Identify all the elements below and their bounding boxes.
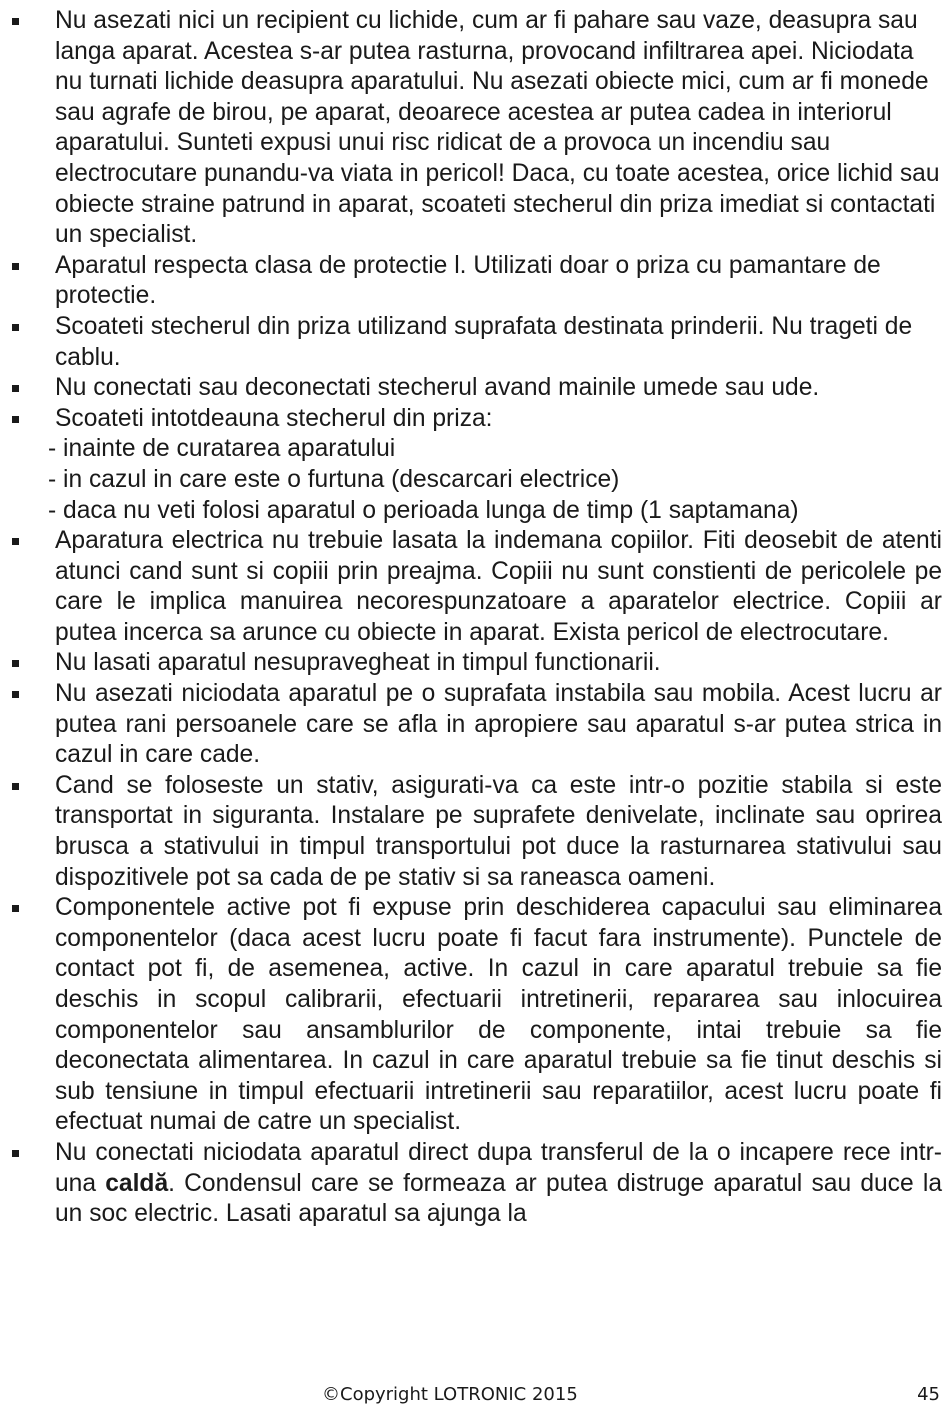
bullet-icon (12, 538, 19, 545)
list-item (0, 526, 950, 648)
page-footer (0, 1384, 950, 1414)
sub-list-item: - inainte de curatarea aparatului (48, 435, 396, 463)
list-item-text: Scoateti intotdeauna stecherul din priza: (55, 404, 493, 432)
list-item (0, 373, 950, 404)
list-item-text: Nu asezati nici un recipient cu lichide, cum ar fi pahare sau vaze, deasupra sau langa aparat. Acestea s-ar putea rasturna, provocand infiltrarea apei. Niciodata nu turnati lichide deasupra aparatului. Nu asezati obiecte mici, cum ar fi monede sau agrafe de birou, pe aparat, deoarece acestea ar putea cadea in interiorul aparatului. Sunteti expusi unui risc ridicat de a provoca un incendiu sau electrocutare punandu-va viata in pericol! Daca, cu toate acestea, orice lichid sau obiecte straine patrund in aparat, scoateti stecherul din priza imediat si contactati un specialist. (55, 7, 940, 249)
bullet-icon (12, 263, 19, 270)
document-body (0, 6, 950, 1230)
bullet-icon (12, 18, 19, 25)
copyright-text: ©Copyright LOTRONIC 2015 (322, 1384, 578, 1405)
list-item (0, 251, 950, 312)
list-item-text: Nu lasati aparatul nesupravegheat in timpul functionarii. (55, 649, 661, 677)
list-item-text: Aparatura electrica nu trebuie lasata la indemana copiilor. Fiti deosebit de atenti atunci cand sunt si copiii prin preajma. Copiii nu sunt constienti de pericolele pe care le implica manuirea necorespunzatoare a aparatelor electrice. Copiii ar putea incerca sa arunce cu obiecte in aparat. Exista pericol de electrocutare. (55, 527, 942, 646)
list-item (0, 771, 950, 893)
page-number: 45 (917, 1384, 940, 1405)
list-item (0, 312, 950, 373)
text-segment: . Condensul care se formeaza ar putea distruge aparatul sau duce la un soc electric. Lasati aparatul sa ajunga la (55, 1169, 942, 1228)
list-item (0, 893, 950, 1138)
text-segment: Nu conectati niciodata aparatul direct dupa transferul de la o incapere rece intr-una (55, 1138, 942, 1197)
list-item-text: Cand se foloseste un stativ, asigurati-va ca este intr-o pozitie stabila si este transportat in siguranta. Instalare pe suprafete denivelate, inclinate sau oprirea brusca a stativului in timpul transportului pot duce la rasturnarea stativului sau dispozitivele pot sa cada de pe stativ si sa raneasca oameni. (55, 771, 942, 891)
sub-list-item: - daca nu veti folosi aparatul o perioada lunga de timp (1 saptamana) (48, 496, 799, 524)
list-item-text: Scoateti stecherul din priza utilizand suprafata destinata prinderii. Nu trageti de cablu. (55, 312, 913, 371)
bullet-icon (12, 1150, 19, 1157)
bullet-icon (12, 385, 19, 392)
list-item-text: Aparatul respecta clasa de protectie l. Utilizati doar o priza cu pamantare de protectie. (55, 251, 881, 310)
bullet-icon (12, 905, 19, 912)
list-item (0, 404, 950, 435)
bullet-icon (12, 783, 19, 790)
list-item-text: Componentele active pot fi expuse prin deschiderea capacului sau eliminarea componentelor (daca acest lucru poate fi facut fara instrumente). Punctele de contact pot fi, de asemenea, active. In cazul in care aparatul trebuie sa fie deschis in scopul calibrarii, efectuarii intretinerii, repararea sau inlocuirea componentelor sau ansamblurilor de componente, intai trebuie sa fie deconectata alimentarea. In cazul in care aparatul trebuie sa fie tinut deschis si sub tensiune in timpul efectuarii intretinerii sau reparatiilor, acest lucru poate fi efectuat numai de catre un specialist. (55, 894, 942, 1136)
list-item-text (55, 1138, 942, 1230)
bullet-icon (12, 416, 19, 423)
list-item-text: Nu asezati niciodata aparatul pe o suprafata instabila sau mobila. Acest lucru ar putea rani persoanele care se afla in apropiere sau aparatul s-ar putea strica in cazul in care cade. (55, 680, 942, 769)
list-item (0, 679, 950, 771)
list-item (0, 1138, 950, 1230)
bullet-icon (12, 660, 19, 667)
list-item (0, 648, 950, 679)
bullet-icon (12, 324, 19, 331)
list-item-text: Nu conectati sau deconectati stecherul avand mainile umede sau ude. (55, 374, 820, 402)
bullet-icon (12, 691, 19, 698)
sub-list-item: - in cazul in care este o furtuna (descarcari electrice) (48, 465, 620, 493)
bold-word: caldă (105, 1169, 169, 1197)
list-item (0, 6, 950, 251)
